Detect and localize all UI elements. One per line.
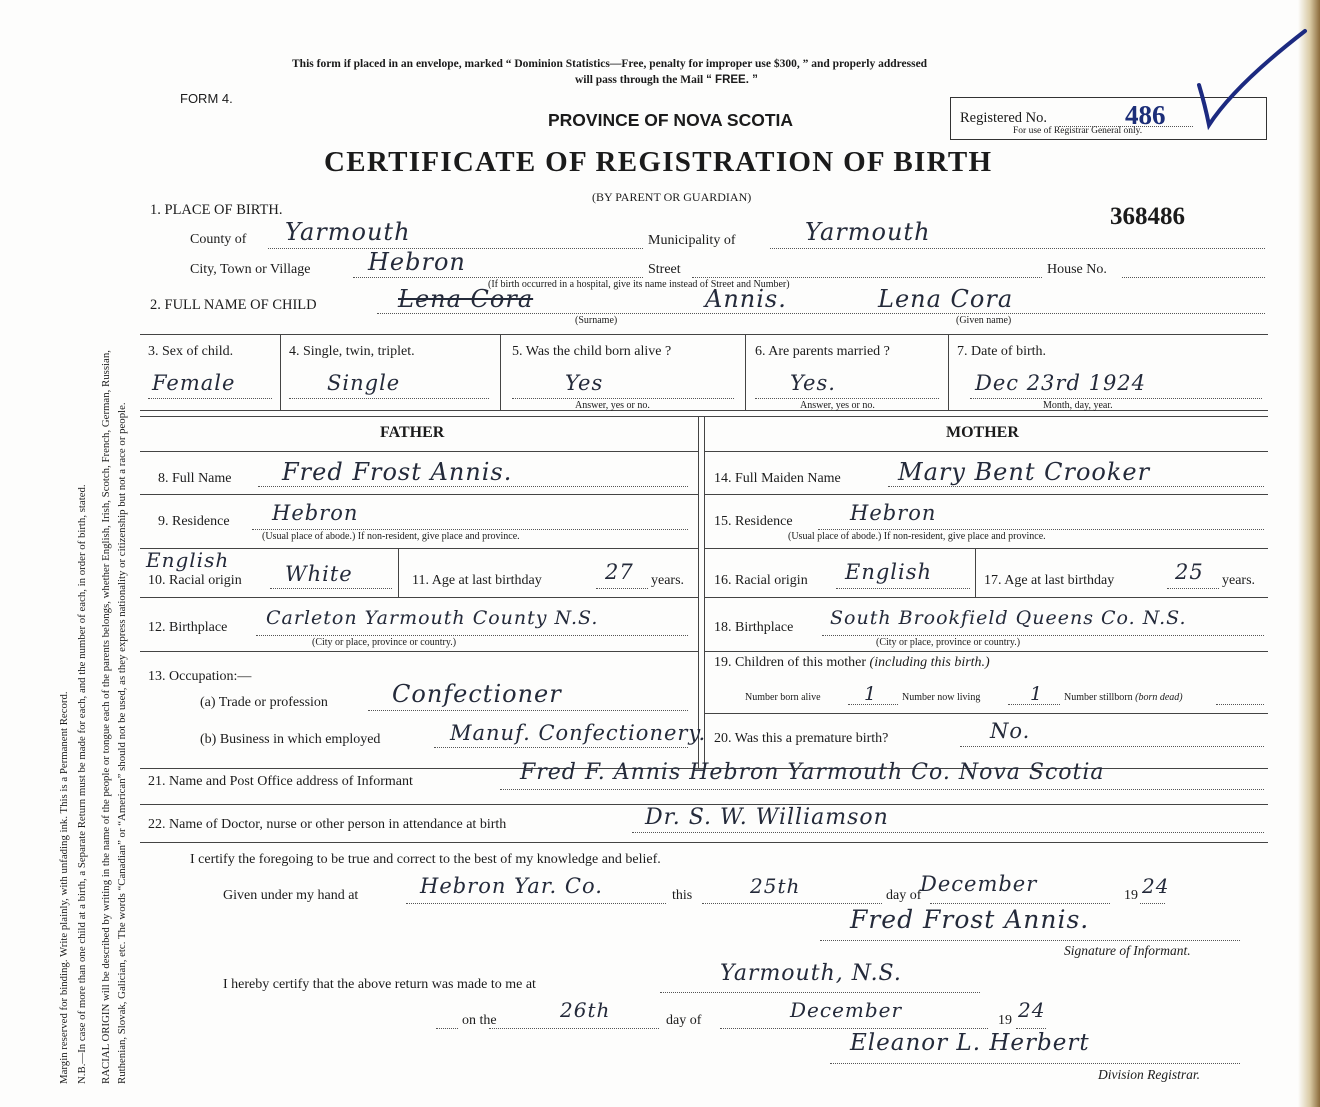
premature-value: No. — [990, 719, 1031, 743]
dob-value: Dec 23rd 1924 — [975, 371, 1147, 395]
trade-label: (a) Trade or profession — [200, 695, 328, 710]
sex-value: Female — [152, 371, 236, 395]
now-living-value: 1 — [1030, 683, 1044, 705]
father-name-value: Fred Frost Annis. — [282, 458, 513, 486]
child-name-struck: Lena Cora — [398, 285, 534, 313]
mother-age-label: 17. Age at last birthday — [984, 573, 1115, 588]
children-label: 19. Children of this mother (including this birth.) — [714, 655, 990, 670]
registrar-month-value: December — [790, 998, 903, 1022]
street-label: Street — [648, 262, 681, 277]
registrar-place-value: Yarmouth, N.S. — [720, 961, 902, 986]
given-name-caption: (Given name) — [956, 315, 1012, 326]
business-value: Manuf. Confectionery. — [450, 721, 707, 745]
business-label: (b) Business in which employed — [200, 732, 381, 747]
page-edge — [1298, 0, 1320, 1107]
signature-caption: Signature of Informant. — [1064, 943, 1191, 958]
child-name-label: 2. FULL NAME OF CHILD — [150, 297, 317, 313]
plurality-label: 4. Single, twin, triplet. — [289, 344, 415, 359]
registered-value: 486 — [1125, 100, 1166, 130]
given-month-value: December — [920, 872, 1038, 896]
margin-line-2: N.B.—In case of more than one child at a birth, a Separate Return must be made for each, and the number of each, in order of birth, stated. — [76, 484, 88, 1084]
informant-signature: Fred Frost Annis. — [850, 905, 1090, 934]
dob-label: 7. Date of birth. — [957, 344, 1047, 359]
child-surname: Annis. — [705, 285, 787, 313]
mother-age-value: 25 — [1175, 560, 1204, 584]
mother-residence-caption: (Usual place of abode.) If non-resident, give place and province. — [788, 531, 1046, 542]
given-year-prefix: 19 — [1124, 888, 1138, 903]
doctor-value: Dr. S. W. Williamson — [645, 805, 889, 830]
mother-racial-label: 16. Racial origin — [714, 573, 808, 588]
page-title: CERTIFICATE OF REGISTRATION OF BIRTH — [324, 146, 993, 178]
mother-heading: MOTHER — [946, 424, 1019, 441]
municipality-label: Municipality of — [648, 233, 736, 248]
doctor-label: 22. Name of Doctor, nurse or other person in attendance at birth — [148, 817, 507, 832]
margin-instructions — [2, 0, 132, 1107]
registrar-caption: Division Registrar. — [1098, 1067, 1201, 1082]
father-heading: FATHER — [380, 424, 445, 441]
plurality-value: Single — [327, 371, 401, 395]
born-alive-label: 5. Was the child born alive ? — [512, 344, 672, 359]
certify-statement: I certify the foregoing to be true and correct to the best of my knowledge and belief. — [190, 852, 661, 867]
county-value: Yarmouth — [285, 218, 411, 246]
registrar-on-label: on the — [462, 1013, 497, 1028]
father-racial-overwrite: English — [146, 548, 230, 572]
registrar-signature: Eleanor L. Herbert — [850, 1030, 1090, 1056]
stamp-number: 368486 — [1110, 203, 1185, 230]
mother-name-label: 14. Full Maiden Name — [714, 471, 841, 486]
parents-married-caption: Answer, yes or no. — [800, 400, 875, 411]
registrar-year-prefix: 19 — [998, 1013, 1012, 1028]
city-label: City, Town or Village — [190, 262, 311, 277]
mother-birthplace-label: 18. Birthplace — [714, 620, 794, 635]
county-label: County of — [190, 232, 247, 247]
city-value: Hebron — [368, 248, 466, 276]
premature-label: 20. Was this a premature birth? — [714, 731, 889, 746]
municipality-value: Yarmouth — [805, 218, 931, 246]
father-age-value: 27 — [605, 560, 634, 584]
informant-value: Fred F. Annis Hebron Yarmouth Co. Nova Scotia — [520, 760, 1105, 785]
registrar-year-value: 24 — [1018, 998, 1046, 1022]
margin-line-3: RACIAL ORIGIN will be described by writing in the name of the people or tongue each of the parents belongs, whether English, Irish, Scotch, French, German, Russian, — [100, 350, 112, 1084]
mother-age-years: years. — [1222, 573, 1256, 588]
father-racial-label: 10. Racial origin — [148, 573, 242, 588]
stillborn-label: Number stillborn (born dead) — [1064, 692, 1183, 703]
house-label: House No. — [1047, 262, 1107, 277]
born-alive-value: Yes — [565, 371, 604, 395]
mother-birthplace-caption: (City or place, province or country.) — [876, 637, 1021, 648]
now-living-label: Number now living — [902, 692, 981, 703]
registrar-day-value: 26th — [560, 998, 611, 1022]
born-alive-caption: Answer, yes or no. — [575, 400, 650, 411]
father-age-years: years. — [651, 573, 685, 588]
mail-notice-2: will pass through the Mail “ FREE. ” — [575, 74, 758, 86]
page-subtitle: (BY PARENT OR GUARDIAN) — [592, 190, 752, 204]
place-of-birth-label: 1. PLACE OF BIRTH. — [150, 202, 283, 218]
surname-caption: (Surname) — [575, 315, 618, 326]
mother-name-value: Mary Bent Crooker — [898, 458, 1151, 486]
father-residence-value: Hebron — [272, 501, 359, 525]
father-residence-label: 9. Residence — [158, 514, 230, 529]
margin-line-4: Ruthenian, Slovak, Galician, etc. The words “Canadian” or “American” should not be used, as they express nationality or citizenship but not a race or people. — [116, 402, 128, 1084]
trade-value: Confectioner — [392, 680, 562, 708]
occupation-label: 13. Occupation:— — [148, 669, 252, 684]
father-residence-caption: (Usual place of abode.) If non-resident, give place and province. — [262, 531, 520, 542]
parents-married-label: 6. Are parents married ? — [755, 344, 890, 359]
this-label: this — [672, 888, 693, 903]
child-given-name: Lena Cora — [878, 285, 1014, 313]
form-number: FORM 4. — [180, 91, 233, 106]
mother-residence-label: 15. Residence — [714, 514, 793, 529]
mother-residence-value: Hebron — [850, 501, 937, 525]
father-racial-value: White — [285, 562, 353, 586]
mother-birthplace-value: South Brookfield Queens Co. N.S. — [830, 607, 1187, 629]
father-name-label: 8. Full Name — [158, 471, 232, 486]
given-year-value: 24 — [1142, 874, 1170, 898]
father-birthplace-label: 12. Birthplace — [148, 620, 228, 635]
mail-notice-1: This form if placed in an envelope, marked “ Dominion Statistics—Free, penalty for improper use $300, ” and properly addressed — [292, 58, 928, 70]
mother-racial-value: English — [845, 560, 933, 584]
given-place-value: Hebron Yar. Co. — [420, 874, 603, 898]
given-day-of-label: day of — [886, 888, 922, 903]
margin-line-1: Margin reserved for binding. Write plainly, with unfading ink. This is a Permanent Record. — [58, 691, 70, 1084]
sex-label: 3. Sex of child. — [148, 344, 234, 359]
province-heading: PROVINCE OF NOVA SCOTIA — [548, 110, 794, 130]
informant-label: 21. Name and Post Office address of Informant — [148, 774, 413, 789]
check-mark-icon — [1195, 25, 1310, 135]
registrar-statement: I hereby certify that the above return was made to me at — [223, 977, 536, 992]
father-birthplace-caption: (City or place, province or country.) — [312, 637, 457, 648]
father-birthplace-value: Carleton Yarmouth County N.S. — [266, 607, 599, 629]
registrar-day-of-label: day of — [666, 1013, 702, 1028]
dob-caption: Month, day, year. — [1043, 400, 1113, 411]
born-alive-count-value: 1 — [864, 683, 878, 705]
street-note: (If birth occurred in a hospital, give its name instead of Street and Number) — [488, 279, 790, 290]
registered-label: Registered No. — [960, 110, 1047, 126]
parents-married-value: Yes. — [790, 371, 836, 395]
father-age-label: 11. Age at last birthday — [412, 573, 542, 588]
given-day-value: 25th — [750, 874, 801, 898]
registrar-note: For use of Registrar General only. — [1013, 126, 1143, 136]
born-alive-count-label: Number born alive — [745, 692, 821, 703]
given-under-label: Given under my hand at — [223, 888, 359, 903]
